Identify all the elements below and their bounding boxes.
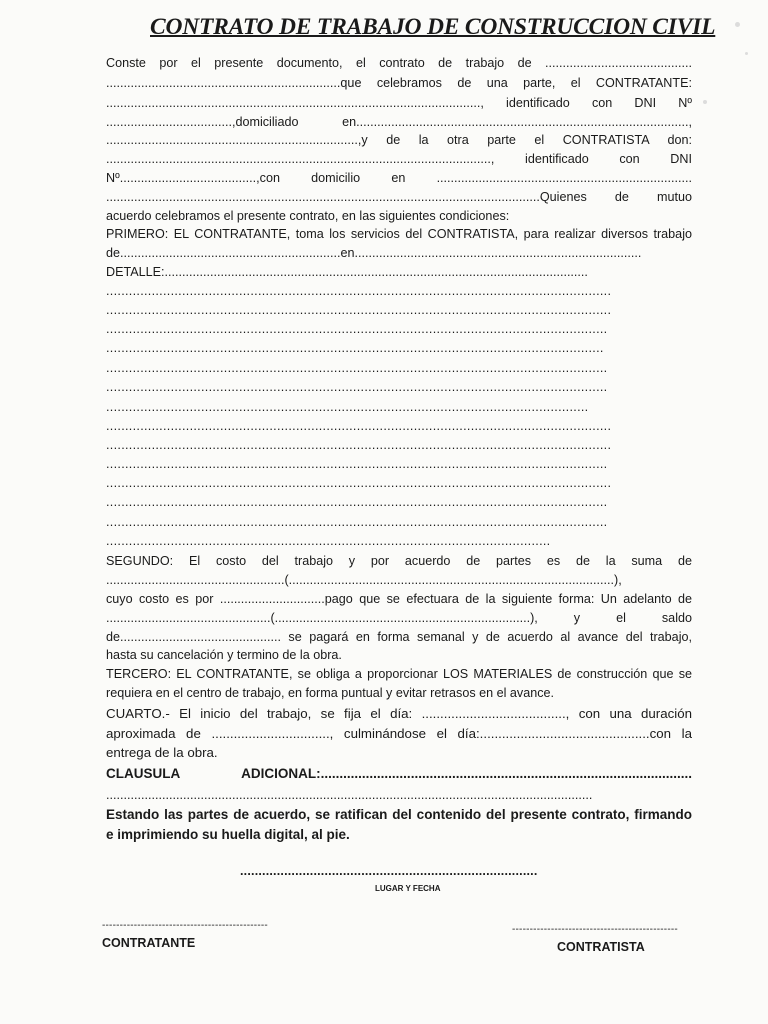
detalle-line: .....................................................................................................................................	[106, 284, 612, 298]
lugar-fecha-label: LUGAR Y FECHA	[375, 884, 441, 893]
detalle-line: ....................................................................................................................................	[106, 361, 608, 375]
contratante-signature-line: -----------------------------------------------	[102, 920, 268, 931]
tercero-line-2: requiera en el centro de trabajo, en forma puntual y evitar retrasos en el avance.	[106, 686, 555, 700]
primero-line-2: de...............................................................en..................................................................................	[106, 246, 642, 260]
detalle-line: ....................................................................................................................................	[106, 322, 608, 336]
detalle-line: ....................................................................................................................................	[106, 457, 608, 471]
intro-line-2: ...................................................................que celebramos de una parte, el CONTRATANTE:	[106, 76, 692, 90]
scan-speck	[703, 100, 707, 104]
lugar-fecha-line: .................................................................................	[240, 864, 538, 878]
cuarto-line-3: entrega de la obra.	[106, 745, 218, 760]
detalle-line: .....................................................................................................................................	[106, 438, 612, 452]
segundo-line-1: SEGUNDO: El costo del trabajo y por acuerdo de partes es de la suma de	[106, 554, 692, 568]
detalle-line: ...................................................................................................................................	[106, 341, 604, 355]
clausula-line-1: CLAUSULA ADICIONAL:...................................................................................................	[106, 766, 692, 781]
contratista-label: CONTRATISTA	[557, 940, 645, 954]
document-title: CONTRATO DE TRABAJO DE CONSTRUCCION CIVIL	[150, 14, 716, 40]
detalle-line: .....................................................................................................................	[106, 534, 551, 548]
intro-line-5: ........................................................................,y de la otra parte el CONTRATISTA don:	[106, 133, 692, 147]
detalle-label: DETALLE:.........................................................................................................................	[106, 265, 588, 279]
intro-line-7: Nº.......................................,con domicilio en .........................................................................	[106, 171, 692, 185]
intro-line-1: Conste por el presente documento, el contrato de trabajo de ..........................................	[106, 56, 692, 70]
segundo-line-5: de.............................................. se pagará en forma semanal y de acuerdo al avance del trabajo,	[106, 630, 692, 644]
scan-speck	[735, 22, 740, 27]
detalle-line: ....................................................................................................................................	[106, 380, 608, 394]
detalle-line: .....................................................................................................................................	[106, 303, 612, 317]
contratista-signature-line: -----------------------------------------------	[512, 924, 678, 935]
contratante-label: CONTRATANTE	[102, 936, 196, 950]
cuarto-line-1: CUARTO.- El inicio del trabajo, se fija el día: ......................................., con una duración	[106, 706, 692, 721]
segundo-line-4: ...............................................(.........................................................................), y el saldo	[106, 611, 692, 625]
scan-speck	[745, 52, 748, 55]
cuarto-line-2: aproximada de ................................, culminándose el día:..............................................con la	[106, 726, 692, 741]
intro-line-3: ..........................................................................................................., identificado con DNI Nº	[106, 96, 692, 110]
detalle-line: ....................................................................................................................................	[106, 515, 608, 529]
estando-line-2: e imprimiendo su huella digital, al pie.	[106, 827, 350, 842]
intro-line-6: .............................................................................................................., identificado con DNI	[106, 152, 692, 166]
segundo-line-6: hasta su cancelación y termino de la obra.	[106, 648, 342, 662]
segundo-line-2: ...................................................(.............................................................................................),	[106, 573, 622, 587]
segundo-line-3: cuyo costo es por ..............................pago que se efectuara de la siguiente forma: Un adelanto de	[106, 592, 692, 606]
intro-line-9: acuerdo celebramos el presente contrato, en las siguientes condiciones:	[106, 209, 510, 223]
intro-line-4: ....................................,domiciliado en...............................................................................................,	[106, 115, 692, 129]
intro-line-8: ............................................................................................................................Quienes de mutuo	[106, 190, 692, 204]
clausula-line-2: ...........................................................................................................................................	[106, 788, 593, 802]
primero-line-1: PRIMERO: EL CONTRATANTE, toma los servicios del CONTRATISTA, para realizar diversos trabajo	[106, 227, 692, 241]
detalle-line: ...............................................................................................................................	[106, 400, 589, 414]
detalle-line: .....................................................................................................................................	[106, 476, 612, 490]
tercero-line-1: TERCERO: EL CONTRATANTE, se obliga a proporcionar LOS MATERIALES de construcción que se	[106, 667, 692, 681]
detalle-line: ....................................................................................................................................	[106, 495, 608, 509]
estando-line-1: Estando las partes de acuerdo, se ratifican del contenido del presente contrato, firmando	[106, 807, 692, 822]
detalle-line: .....................................................................................................................................	[106, 419, 612, 433]
